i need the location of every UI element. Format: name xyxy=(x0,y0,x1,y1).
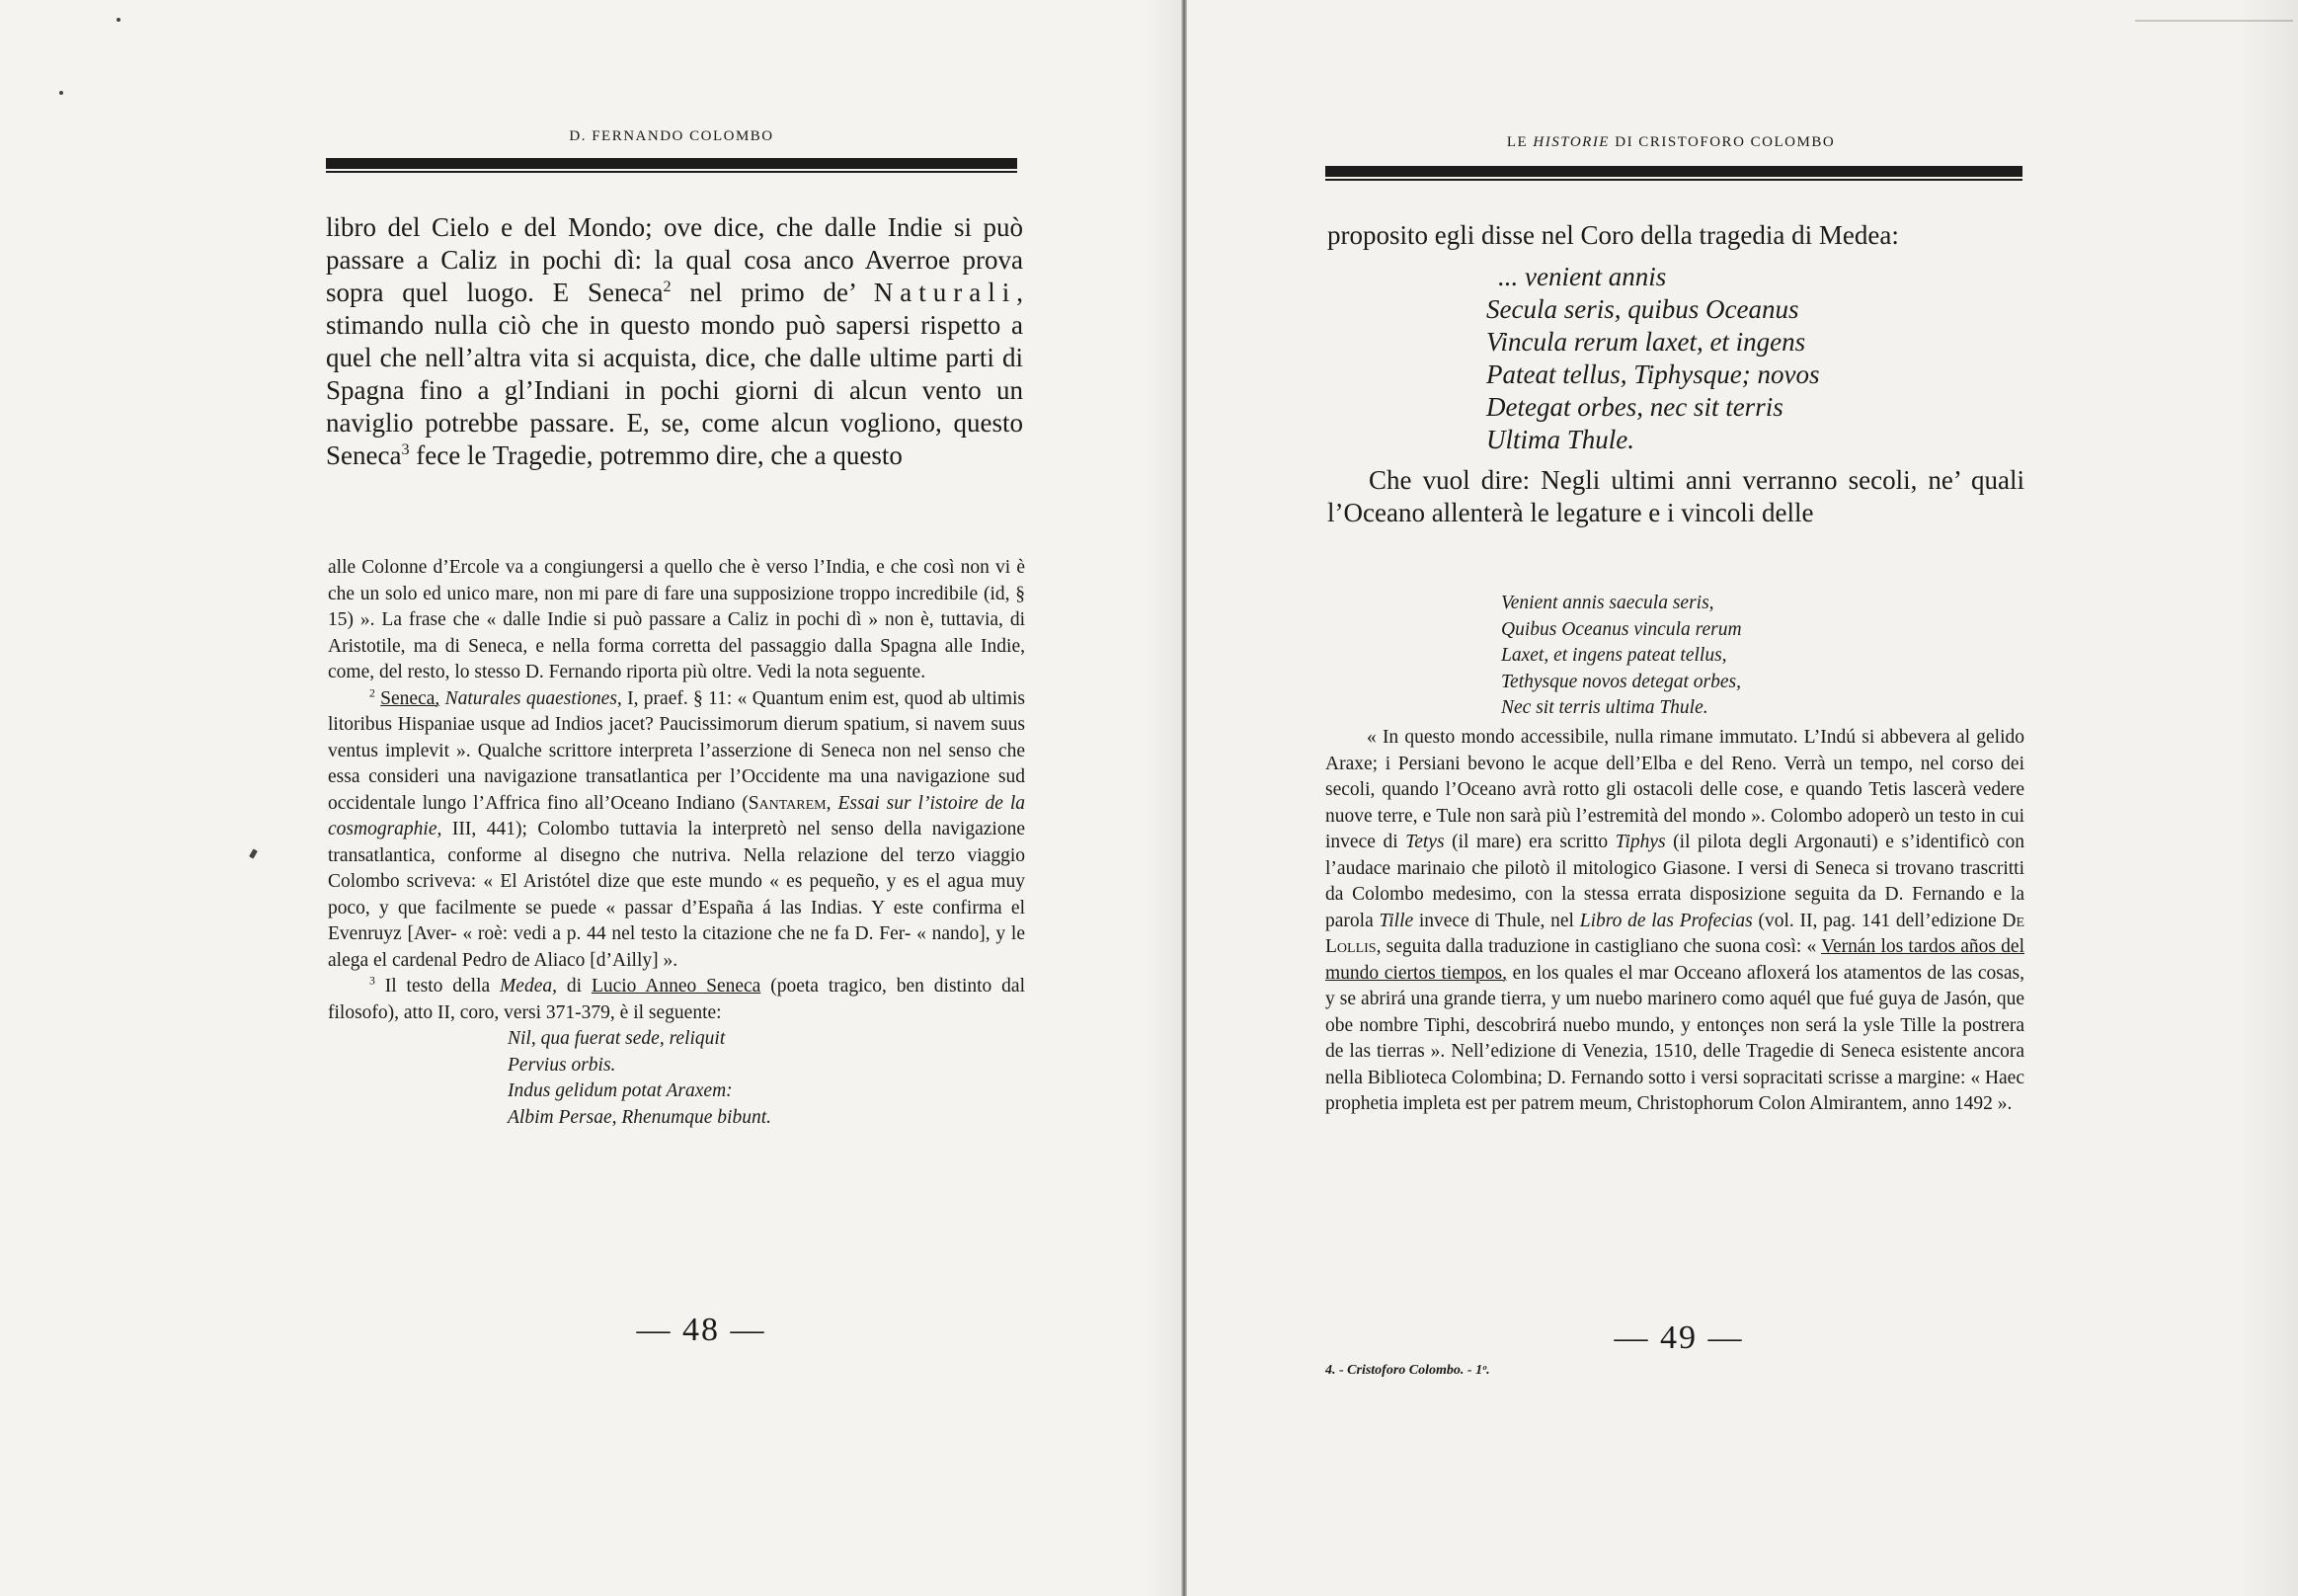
footnote-run: Il testo della xyxy=(374,976,501,997)
footnotes-left xyxy=(328,555,1025,1131)
gutter-shadow xyxy=(1146,0,1181,1596)
footnote-ref-2: 2 xyxy=(663,278,672,295)
footnote-ref-3: 3 xyxy=(401,440,410,458)
page-edge-shadow xyxy=(2239,0,2298,1596)
footnote-run: (il pilota degli Argonauti) e s’identificò con l’audace marinaio che pilotò il mitologico Giasone. I versi di Seneca si trovano trascritti da Colombo medesimo, con la stessa errata disposizione seguita da D. Fernando e la parola xyxy=(1325,832,2024,931)
footnote-italic: Tille xyxy=(1379,910,1414,931)
footnote-2 xyxy=(328,686,1025,975)
speck xyxy=(59,91,63,95)
verse-line: ... venient annis xyxy=(1498,262,1667,291)
page-number-right: — 49 — xyxy=(1614,1319,1744,1356)
running-head-run: LE xyxy=(1506,134,1534,150)
footnote-underlined: Seneca, xyxy=(380,687,440,709)
body-text-run: fece le Tragedie, potremmo dire, che a questo xyxy=(409,440,903,470)
margin-mark xyxy=(249,848,258,858)
footnote-run: invece di Thule, nel xyxy=(1413,910,1580,931)
verse-line: Pateat tellus, Tiphysque; novos xyxy=(1486,359,1820,389)
footnote-italic: Libro de las Profecias xyxy=(1579,910,1753,931)
header-rule-right xyxy=(1325,166,2022,177)
footnote-italic: Naturales quaestiones, xyxy=(444,687,622,709)
body-paragraph: Che vuol dire: Negli ultimi anni verranno secoli, ne’ quali l’Oceano allenterà le legature e i vincoli delle xyxy=(1327,465,2024,527)
footnote-italic: Essai sur l’istoire de la cosmographie, xyxy=(328,792,1026,839)
speck xyxy=(117,18,120,22)
header-rule-left xyxy=(326,158,1017,169)
footnote-italic: Tiphys xyxy=(1615,832,1666,852)
footnote-verses-right xyxy=(1501,591,1955,722)
left-body-text xyxy=(326,211,1023,472)
body-text-run: , stimando nulla ciò che in questo mondo può sapersi rispetto a quel che nell’altra vita si acquista, dice, che dalle ultime parti di Spagna fino a gl’Indiani in pochi giorni di alcun vento un naviglio potrebbe passare. E, se, come alcun vogliono, questo Seneca xyxy=(326,278,1023,470)
running-head-left: D. FERNANDO COLOMBO xyxy=(569,128,774,144)
footnote-run: I, praef. § 11: « Quantum enim est, quod ab ultimis litoribus Hispaniae usque ad Indios jacet? Paucissimorum dierum spatium, si navem suus ventus implevit ». Qualche scrittore interpreta l’asserzione di Seneca non nel senso che essa consideri una navigazione transatlantica per l’Occidente ma una navigazione sud occidentale lungo l’Affrica fino all’Oceano Indiano ( xyxy=(328,687,1026,814)
footnote-underlined: Vernán los tardos años del mundo ciertos tiempos, xyxy=(1325,936,2024,984)
verse-line: Tethysque novos detegat orbes, xyxy=(1501,671,1741,692)
footnote-number: 3 xyxy=(369,974,375,988)
right-body-intro xyxy=(1327,219,2024,252)
running-head-italic: HISTORIE xyxy=(1533,134,1610,150)
footnote-smallcaps: Santarem, xyxy=(748,792,832,814)
footnote-3 xyxy=(328,974,1025,1026)
verse-line: Venient annis saecula seris, xyxy=(1501,593,1714,613)
verse-line: Secula seris, quibus Oceanus xyxy=(1486,294,1799,324)
footnote-verses xyxy=(508,1026,1025,1131)
verse-line: Quibus Oceanus vincula rerum xyxy=(1501,618,1742,640)
footnote-run: « In questo mondo accessibile, nulla rimane immutato. L’Indú si abbevera al gelido Araxe; i Persiani bevono le acque dell’Elba e del Reno. Verrà un tempo, nel corso dei secoli, quando l’Oceano avrà rotto gli ostacoli delle cose, e quando Tetis lascerà vedere nuove terre, e Tule non sarà più l’estremità del mondo ». Colombo adoperò un testo in cui invece di xyxy=(1325,727,2024,852)
right-body-text xyxy=(1327,464,2024,529)
verse-line: Laxet, et ingens pateat tellus, xyxy=(1501,645,1727,666)
footnote-run: seguita dalla traduzione in castigliano che suona così: « xyxy=(1381,936,1822,957)
footnote-run: en los quales el mar Occeano afloxerá los atamentos de las cosas, y se abrirá una grande tierra, y um nuebo marinero como aquél que fué guya de Jasón, que obe nombre Tiphi, descobrirá nuebo mundo, y entonçes non será la ysle Tille la postrera de las tierras ». Nell’edizione di Venezia, 1510, delle Tragedie di Seneca esistente ancora nella Biblioteca Colombina; D. Fernando sotto i versi sopracitati scrisse a margine: « Haec prophetia impleta est per patrem meum, Christophorum Colon Almirantem, anno 1492 ». xyxy=(1325,962,2024,1114)
right-page xyxy=(1187,0,2298,1596)
footnote-1-continued: alle Colonne d’Ercole va a congiungersi a quello che è verso l’India, e che così non vi è che un solo ed unico mare, non mi pare di fare una supposizione troppo incredibile (id, § 15) ». La frase che « dalle Indie si può passare a Caliz in pochi dì » non è, tuttavia, di Aristotile, ma di Seneca, e nella forma corretta del passaggio dalla Spagna alle Indie, come, del resto, lo stesso D. Fernando riporta più oltre. Vedi la nota seguente. xyxy=(328,557,1025,682)
footnote-underlined: Lucio Anneo Seneca xyxy=(591,976,761,997)
verse-line: Indus gelidum potat Araxem: xyxy=(508,1080,733,1101)
footnote-smallcaps: De Lollis, xyxy=(1325,910,2024,957)
signature-mark: 4. - Cristoforo Colombo. - 1ᵒ. xyxy=(1325,1363,1490,1378)
verse-line: Pervius orbis. xyxy=(508,1054,616,1076)
footnote-run: (poeta tragico, ben distinto dal filosofo), atto II, coro, versi 371-379, è il seguente: xyxy=(328,976,1025,1023)
footnote-run: (vol. II, pag. 141 dell’edizione xyxy=(1752,910,2003,931)
intro-line: proposito egli disse nel Coro della tragedia di Medea: xyxy=(1327,220,1899,250)
footnote-paragraph xyxy=(1325,725,2024,1118)
running-head-run: DI CRISTOFORO COLOMBO xyxy=(1609,134,1836,150)
page-number-left: — 48 — xyxy=(636,1312,766,1348)
footnote-run: III, 441); Colombo tuttavia la interpretò nel senso della navigazione transatlantica, conforme al disegno che nutriva. Nella relazione del terzo viaggio Colombo scriveva: « El Aristótel dize que este mundo « es pequeño, y es el agua muy poco, y que facilmente se puede « passar d’España á las Indias. Y este confirma el Evenruyz [Aver- « roè: vedi a p. 44 nel testo la citazione che ne fa D. Fer- « nando], y le alega el cardenal Pedro de Aliaco [d’Ailly] ». xyxy=(328,819,1025,971)
footnote-italic: Medea, xyxy=(500,976,557,997)
body-text-run: libro del Cielo e del Mondo; ove dice, che dalle Indie si può passare a Caliz in pochi dì: la qual cosa anco Averroe prova sopra quel luogo. E Seneca xyxy=(326,212,1023,307)
verse-line: Nil, qua fuerat sede, reliquit xyxy=(508,1028,726,1049)
verse-line: Vincula rerum laxet, et ingens xyxy=(1486,327,1806,357)
footnote-run: di xyxy=(556,976,592,997)
footnote-number: 2 xyxy=(369,686,375,699)
footnote-italic: Tetys xyxy=(1405,832,1445,852)
footnote-right xyxy=(1325,725,2024,1118)
verse-line: Ultima Thule. xyxy=(1486,425,1635,454)
verse-line: Detegat orbes, nec sit terris xyxy=(1486,392,1783,422)
body-text-run: nel primo de’ xyxy=(671,278,874,307)
verse-line: Nec sit terris ultima Thule. xyxy=(1501,697,1708,718)
medea-verses xyxy=(1486,261,2000,456)
running-head-right xyxy=(1325,134,2017,151)
verse-line: Albim Persae, Rhenumque bibunt. xyxy=(508,1106,771,1128)
footnote-run: (il mare) era scritto xyxy=(1444,832,1616,852)
spaced-word: Naturali xyxy=(873,278,1017,307)
